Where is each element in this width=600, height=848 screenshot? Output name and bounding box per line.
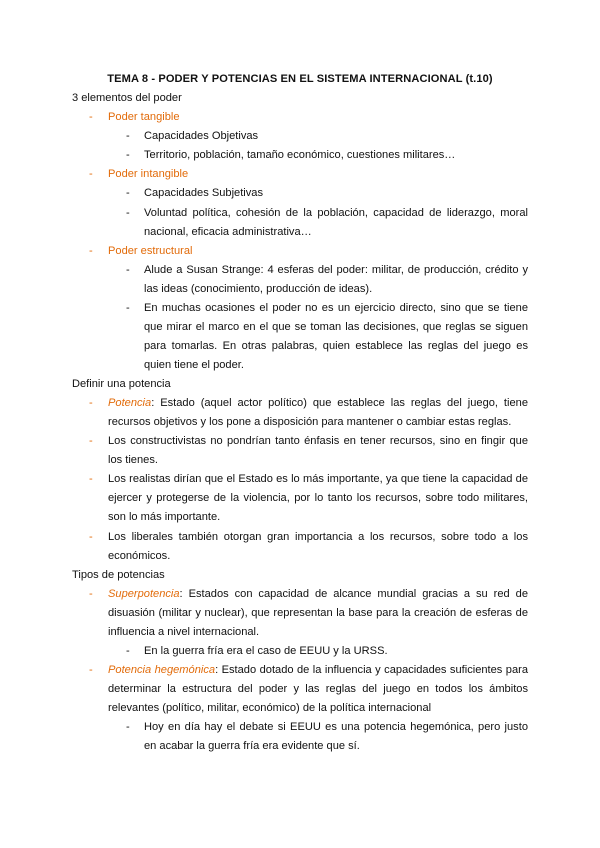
sub-item-line: en acabar la guerra fría era evidente que sí. [144, 740, 360, 752]
item-text: : Estados con capacidad de alcance mundial gracias a su red de [179, 588, 528, 600]
sub-item: Capacidades Subjetivas [144, 187, 264, 199]
sub-bullet: - [126, 721, 130, 733]
item-line: recursos objetivos y los pone a disposición para mantener o cambiar estas reglas. [108, 416, 512, 428]
sub-bullet: - [126, 187, 130, 199]
item-line: son lo más importante. [108, 511, 221, 523]
sub-item-line: quien tiene el poder. [144, 359, 244, 371]
sub-item-line: para tomarlas. En otras palabras, quien establece las reglas del juego es [144, 340, 528, 352]
item-line [108, 585, 528, 604]
sub-item-line: En muchas ocasiones el poder no es un ejercicio directo, sino que se tiene [144, 302, 528, 314]
sub-item: Capacidades Objetivas [144, 130, 259, 142]
list-bullet: - [89, 168, 93, 180]
sub-item-line: que mirar el marco en el que se toman las decisiones, que reglas se siguen [144, 321, 528, 333]
sub-bullet: - [126, 207, 130, 219]
item-poder-tangible: Poder tangible [108, 111, 180, 123]
item-line [108, 661, 528, 680]
sub-item-line: Alude a Susan Strange: 4 esferas del poder: militar, de producción, crédito y [144, 264, 528, 276]
item-text: : Estado dotado de la influencia y capacidades suficientes para [215, 664, 528, 676]
sub-item: Territorio, población, tamaño económico, cuestiones militares… [144, 149, 456, 161]
item-line: relevantes (político, militar, económico) de la política internacional [108, 702, 432, 714]
sub-item-line: nacional, eficacia administrativa… [144, 226, 312, 238]
term-potencia-hegemonica: Potencia hegemónica [108, 664, 216, 676]
sub-item-line: las ideas (conocimiento, producción de ideas). [144, 283, 373, 295]
section-heading-elements: 3 elementos del poder [72, 92, 182, 104]
list-bullet: - [89, 397, 93, 409]
item-line: determinar la estructura del poder y las reglas del juego en todos los ámbitos [108, 683, 528, 695]
sub-item-line: Hoy en día hay el debate si EEUU es una potencia hegemónica, pero justo [144, 721, 528, 733]
item-line: los tienes. [108, 454, 158, 466]
list-bullet: - [89, 664, 93, 676]
sub-bullet: - [126, 130, 130, 142]
term-potencia: Potencia [108, 397, 152, 409]
item-line: económicos. [108, 550, 171, 562]
sub-item: En la guerra fría era el caso de EEUU y la URSS. [144, 645, 388, 657]
item-line: Los constructivistas no pondrían tanto énfasis en tener recursos, sino en fingir que [108, 435, 528, 447]
sub-bullet: - [126, 302, 130, 314]
item-text: : Estado (aquel actor político) que establece las reglas del juego, tiene [151, 397, 528, 409]
list-bullet: - [89, 588, 93, 600]
sub-bullet: - [126, 264, 130, 276]
item-line [108, 394, 528, 413]
item-line: disuasión (militar y nuclear), que representan la base para la creación de esferas de [108, 607, 528, 619]
list-bullet: - [89, 435, 93, 447]
item-line: ejercer y protegerse de la violencia, por lo tanto los recursos, sobre todo militares, [108, 492, 528, 504]
item-poder-intangible: Poder intangible [108, 168, 189, 180]
sub-bullet: - [126, 645, 130, 657]
list-bullet: - [89, 473, 93, 485]
term-superpotencia: Superpotencia [108, 588, 180, 600]
section-heading-tipos: Tipos de potencias [72, 569, 165, 581]
list-bullet: - [89, 111, 93, 123]
sub-item-line: Voluntad política, cohesión de la población, capacidad de liderazgo, moral [144, 207, 528, 219]
list-bullet: - [89, 531, 93, 543]
item-poder-estructural: Poder estructural [108, 245, 193, 257]
item-line: influencia a nivel internacional. [108, 626, 260, 638]
sub-bullet: - [126, 149, 130, 161]
item-line: Los realistas dirían que el Estado es lo más importante, ya que tiene la capacidad de [108, 473, 528, 485]
list-bullet: - [89, 245, 93, 257]
section-heading-definir: Definir una potencia [72, 378, 171, 390]
document-title: TEMA 8 - PODER Y POTENCIAS EN EL SISTEMA INTERNACIONAL (t.10) [107, 73, 493, 85]
item-line: Los liberales también otorgan gran importancia a los recursos, sobre todo a los [108, 531, 528, 543]
